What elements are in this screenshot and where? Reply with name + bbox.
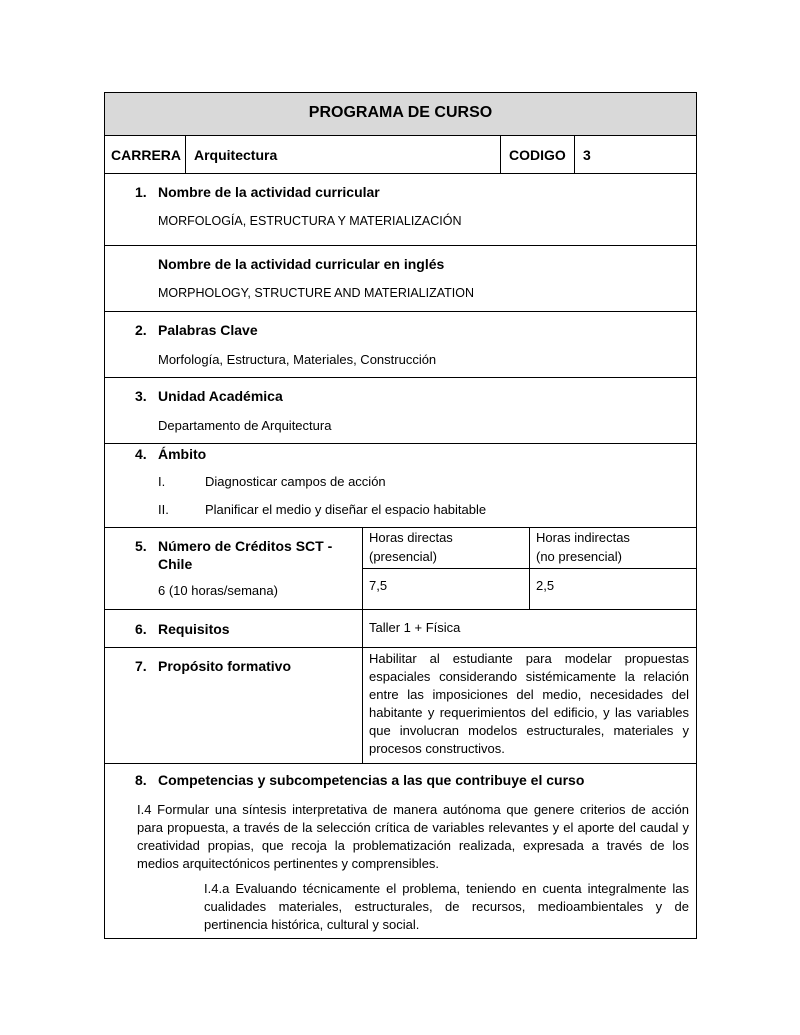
section-5-heading-cont: Chile — [158, 556, 193, 572]
section-1-row — [105, 174, 696, 246]
scope-item-text: Planificar el medio y diseñar el espacio habitable — [205, 502, 487, 517]
text-line: medios arquitectónicos pertinentes y comprensibles. — [137, 856, 440, 871]
indirect-hours-sublabel: (no presencial) — [536, 549, 622, 564]
section-4-heading: Ámbito — [158, 446, 207, 462]
section-2-value: Morfología, Estructura, Materiales, Construcción — [158, 352, 437, 367]
direct-hours-cell — [363, 528, 530, 609]
requisitos-value: Taller 1 + Física — [369, 620, 461, 635]
course-program-table — [104, 92, 697, 939]
indirect-hours-cell — [530, 528, 696, 609]
section-5-row — [105, 528, 696, 610]
section-1-en-row — [105, 246, 696, 312]
section-7-heading: Propósito formativo — [158, 658, 292, 674]
section-8-row — [105, 764, 696, 938]
proposito-text — [369, 650, 689, 758]
section-2-number: 2. — [135, 322, 147, 338]
scope-item-text: Diagnosticar campos de acción — [205, 474, 386, 489]
text-line: habitante y requerimientos del edificio, y las variables — [369, 705, 689, 720]
direct-hours-label: Horas directas — [369, 530, 453, 545]
indirect-hours-label: Horas indirectas — [536, 530, 630, 545]
carrera-label-cell — [105, 136, 186, 173]
direct-hours-sublabel: (presencial) — [369, 549, 437, 564]
codigo-value: 3 — [583, 147, 591, 163]
codigo-value-cell — [575, 136, 696, 173]
section-3-row — [105, 378, 696, 444]
indirect-hours-header — [530, 528, 696, 569]
proposito-label-cell — [105, 648, 363, 763]
section-3-heading: Unidad Académica — [158, 388, 283, 404]
indirect-hours-value: 2,5 — [536, 578, 555, 593]
section-2-row — [105, 312, 696, 378]
text-line: Habilitar al estudiante para modelar propuestas — [369, 651, 689, 666]
section-3-number: 3. — [135, 388, 147, 404]
competencia-text — [137, 801, 689, 873]
section-7-row — [105, 648, 696, 764]
text-line: entre las imposiciones del medio, necesidades del — [369, 687, 689, 702]
proposito-value-cell — [363, 648, 696, 763]
requisitos-label-cell — [105, 610, 363, 647]
section-5-heading: Número de Créditos SCT - — [158, 538, 333, 554]
direct-hours-header — [363, 528, 529, 569]
page-title: PROGRAMA DE CURSO — [308, 104, 493, 121]
carrera-row — [105, 136, 696, 174]
section-8-heading: Competencias y subcompetencias a las que contribuye el curso — [158, 772, 585, 788]
carrera-label: CARRERA — [111, 147, 181, 163]
text-line: cualidades materiales, estructurales, de recursos, medioambientales y de — [204, 899, 689, 914]
title-row — [105, 93, 696, 136]
section-1-value: MORFOLOGÍA, ESTRUCTURA Y MATERIALIZACIÓN — [158, 214, 462, 228]
text-line: para propuesta, a través de la selección crítica de variables relevantes y el aporte del caudal y — [137, 820, 689, 835]
carrera-value: Arquitectura — [194, 147, 278, 163]
section-4-row — [105, 444, 696, 528]
requisitos-value-cell — [363, 610, 696, 647]
codigo-label: CODIGO — [509, 147, 566, 163]
section-8-number: 8. — [135, 772, 147, 788]
section-1-en-heading: Nombre de la actividad curricular en inglés — [158, 256, 445, 272]
codigo-label-cell — [501, 136, 575, 173]
credits-cell — [105, 528, 363, 609]
section-2-heading: Palabras Clave — [158, 322, 258, 338]
text-line: procesos constructivos. — [369, 741, 505, 756]
subcompetencia-text — [204, 880, 689, 934]
credits-value: 6 (10 horas/semana) — [158, 583, 278, 598]
section-5-number: 5. — [135, 538, 147, 554]
scope-item-roman: I. — [158, 474, 166, 489]
section-1-en-value: MORPHOLOGY, STRUCTURE AND MATERIALIZATION — [158, 286, 475, 300]
scope-item-roman: II. — [158, 502, 169, 517]
section-7-number: 7. — [135, 658, 147, 674]
section-6-heading: Requisitos — [158, 621, 230, 637]
section-1-number: 1. — [135, 184, 147, 200]
text-line: pertinencia histórica, cultural y social. — [204, 917, 420, 932]
section-4-number: 4. — [135, 446, 147, 462]
carrera-value-cell — [186, 136, 501, 173]
section-1-heading: Nombre de la actividad curricular — [158, 184, 380, 200]
text-line: I.4.a Evaluando técnicamente el problema, teniendo en cuenta integralmente las — [204, 881, 689, 896]
section-3-value: Departamento de Arquitectura — [158, 418, 332, 433]
section-6-row — [105, 610, 696, 648]
text-line: que involucran modelos estructurales, materiales y — [369, 723, 689, 738]
text-line: creatividad propias, que recoja la problematización realizada, expresada a través de los — [137, 838, 689, 853]
text-line: espaciales considerando sistémicamente la relación — [369, 669, 689, 684]
text-line: I.4 Formular una síntesis interpretativa de manera autónoma que genere criterios de acción — [137, 802, 689, 817]
section-6-number: 6. — [135, 621, 147, 637]
direct-hours-value: 7,5 — [369, 578, 388, 593]
